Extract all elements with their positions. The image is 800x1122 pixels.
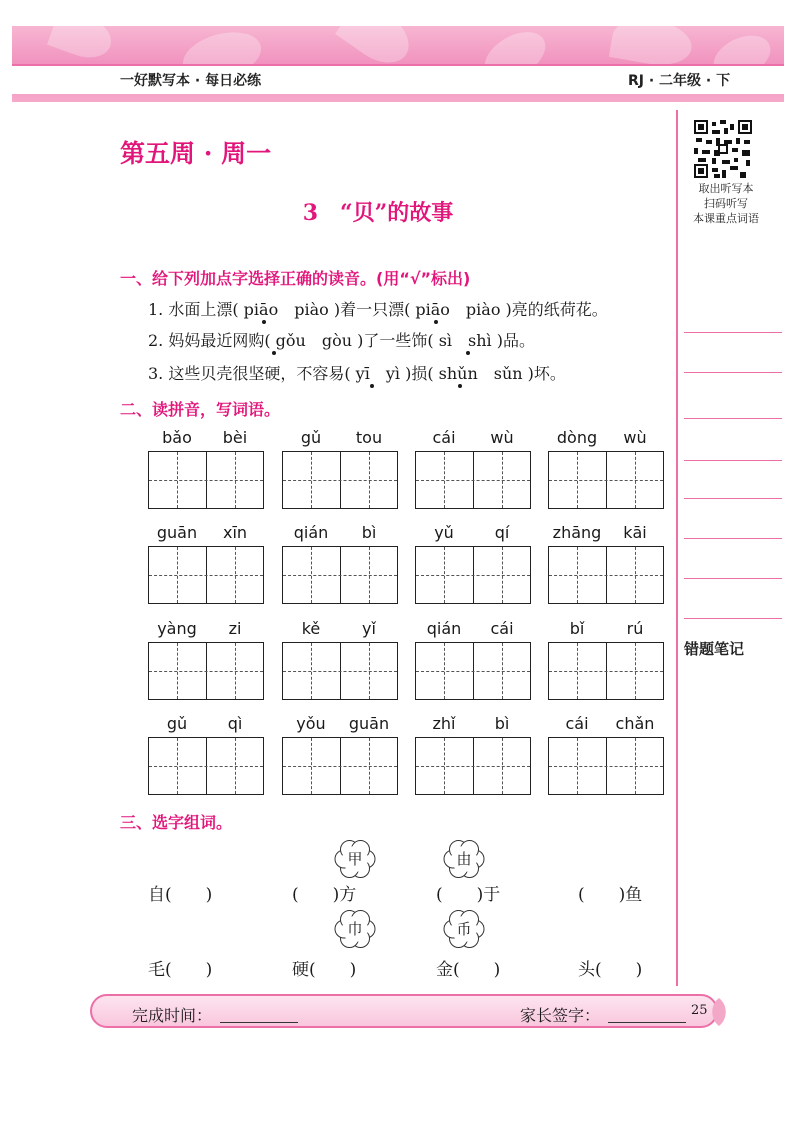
choice-character: 巾 (347, 920, 363, 938)
note-line (684, 332, 782, 333)
qr-caption: 取出听写本 扫码听写 本课重点词语 (693, 182, 759, 225)
writing-grid[interactable] (282, 451, 398, 509)
completion-time-label: 完成时间： (132, 1006, 213, 1025)
note-line (684, 498, 782, 499)
pinyin-syllable: cái (565, 714, 589, 733)
pinyin-syllable: yǒu (296, 714, 326, 733)
pinyin-syllable: zhǐ (432, 714, 456, 733)
flower-badge (334, 908, 376, 950)
pinyin-syllable: qián (293, 523, 329, 542)
pinyin-syllable: kāi (623, 523, 647, 542)
pinyin-syllable: bǐ (569, 619, 585, 638)
notes-title: 错题笔记 (684, 640, 745, 658)
section-1-title: 一、给下列加点字选择正确的读音。(用“√”标出) (120, 269, 471, 288)
emphasis-dot (466, 351, 470, 355)
writing-grid[interactable] (548, 546, 664, 604)
fill-blank[interactable]: 毛( ) (148, 960, 213, 980)
writing-grid[interactable] (548, 451, 664, 509)
pinyin-syllable: guān (348, 714, 390, 733)
question-3: 3. 这些贝壳很坚硬，不容易( yī yì )损( shǔn sǔn )坏。 (148, 364, 566, 383)
section-3-title: 三、选字组词。 (120, 813, 233, 832)
fill-blank[interactable]: 硬( ) (292, 960, 357, 980)
question-1: 1. 水面上漂( piāo piào )着一只漂( piāo piào )亮的纸荷花。 (148, 300, 608, 319)
pinyin-syllable: rú (626, 619, 644, 638)
writing-grid[interactable] (148, 642, 264, 700)
note-line (684, 418, 782, 419)
note-line (684, 372, 782, 373)
emphasis-dot (272, 351, 276, 355)
note-line (684, 578, 782, 579)
pinyin-syllable: cái (490, 619, 514, 638)
choice-character: 由 (456, 850, 472, 868)
pinyin-syllable: wù (490, 428, 514, 447)
pinyin-syllable: dòng (556, 428, 598, 447)
pinyin-syllable: bì (494, 714, 510, 733)
pinyin-syllable: qì (227, 714, 243, 733)
writing-grid[interactable] (415, 737, 531, 795)
lesson-title: 3 “贝”的故事 (302, 200, 454, 226)
note-line (684, 460, 782, 461)
pinyin-syllable: bǎo (162, 428, 192, 447)
pinyin-syllable: cái (432, 428, 456, 447)
pinyin-syllable: bèi (222, 428, 248, 447)
choice-character: 甲 (347, 850, 363, 868)
writing-grid[interactable] (415, 642, 531, 700)
writing-grid[interactable] (548, 737, 664, 795)
fill-blank[interactable]: ( )鱼 (578, 885, 643, 905)
pinyin-syllable: wù (623, 428, 647, 447)
pinyin-syllable: gǔ (166, 714, 188, 733)
emphasis-dot (370, 384, 374, 388)
series-title: 一好默写本 · 每日必练 (120, 73, 262, 89)
page-number: 25 (691, 1003, 708, 1018)
emphasis-dot (434, 320, 438, 324)
writing-grid[interactable] (282, 546, 398, 604)
note-line (684, 538, 782, 539)
pinyin-syllable: yǐ (362, 619, 376, 638)
pinyin-syllable: zi (228, 619, 242, 638)
writing-grid[interactable] (148, 546, 264, 604)
pinyin-syllable: tou (355, 428, 383, 447)
completion-time-field[interactable] (220, 1022, 298, 1023)
pinyin-syllable: yàng (157, 619, 197, 638)
choice-character: 币 (456, 920, 472, 938)
leaf-icon (708, 997, 730, 1027)
fill-blank[interactable]: ( )于 (436, 885, 501, 905)
pinyin-syllable: bì (361, 523, 377, 542)
section-2-title: 二、读拼音，写词语。 (120, 400, 281, 419)
writing-grid[interactable] (282, 642, 398, 700)
parent-signature-label: 家长签字： (520, 1006, 601, 1025)
fill-blank[interactable]: 金( ) (436, 960, 501, 980)
week-title: 第五周 · 周一 (120, 139, 272, 168)
pinyin-syllable: qí (494, 523, 510, 542)
writing-grid[interactable] (415, 451, 531, 509)
fill-blank[interactable]: 自( ) (148, 885, 213, 905)
fill-blank[interactable]: 头( ) (578, 960, 643, 980)
note-line (684, 618, 782, 619)
pinyin-syllable: qián (426, 619, 462, 638)
writing-grid[interactable] (148, 451, 264, 509)
writing-grid[interactable] (148, 737, 264, 795)
writing-grid[interactable] (548, 642, 664, 700)
flower-badge (443, 838, 485, 880)
question-2: 2. 妈妈最近网购( gǒu gòu )了一些饰( sì shì )品。 (148, 331, 535, 350)
grade-label: RJ · 二年级 · 下 (628, 73, 731, 89)
pinyin-syllable: xīn (222, 523, 248, 542)
writing-grid[interactable] (282, 737, 398, 795)
pinyin-syllable: yǔ (434, 523, 454, 542)
emphasis-dot (458, 384, 462, 388)
pinyin-syllable: zhāng (552, 523, 602, 542)
pinyin-syllable: chǎn (615, 714, 655, 733)
column-divider (676, 110, 678, 986)
flower-badge (443, 908, 485, 950)
writing-grid[interactable] (415, 546, 531, 604)
pinyin-syllable: kě (301, 619, 321, 638)
parent-signature-field[interactable] (608, 1022, 686, 1023)
pinyin-syllable: guān (156, 523, 198, 542)
emphasis-dot (262, 320, 266, 324)
fill-blank[interactable]: ( )方 (292, 885, 357, 905)
pinyin-syllable: gǔ (300, 428, 322, 447)
flower-badge (334, 838, 376, 880)
qr-code-icon[interactable] (694, 120, 752, 178)
